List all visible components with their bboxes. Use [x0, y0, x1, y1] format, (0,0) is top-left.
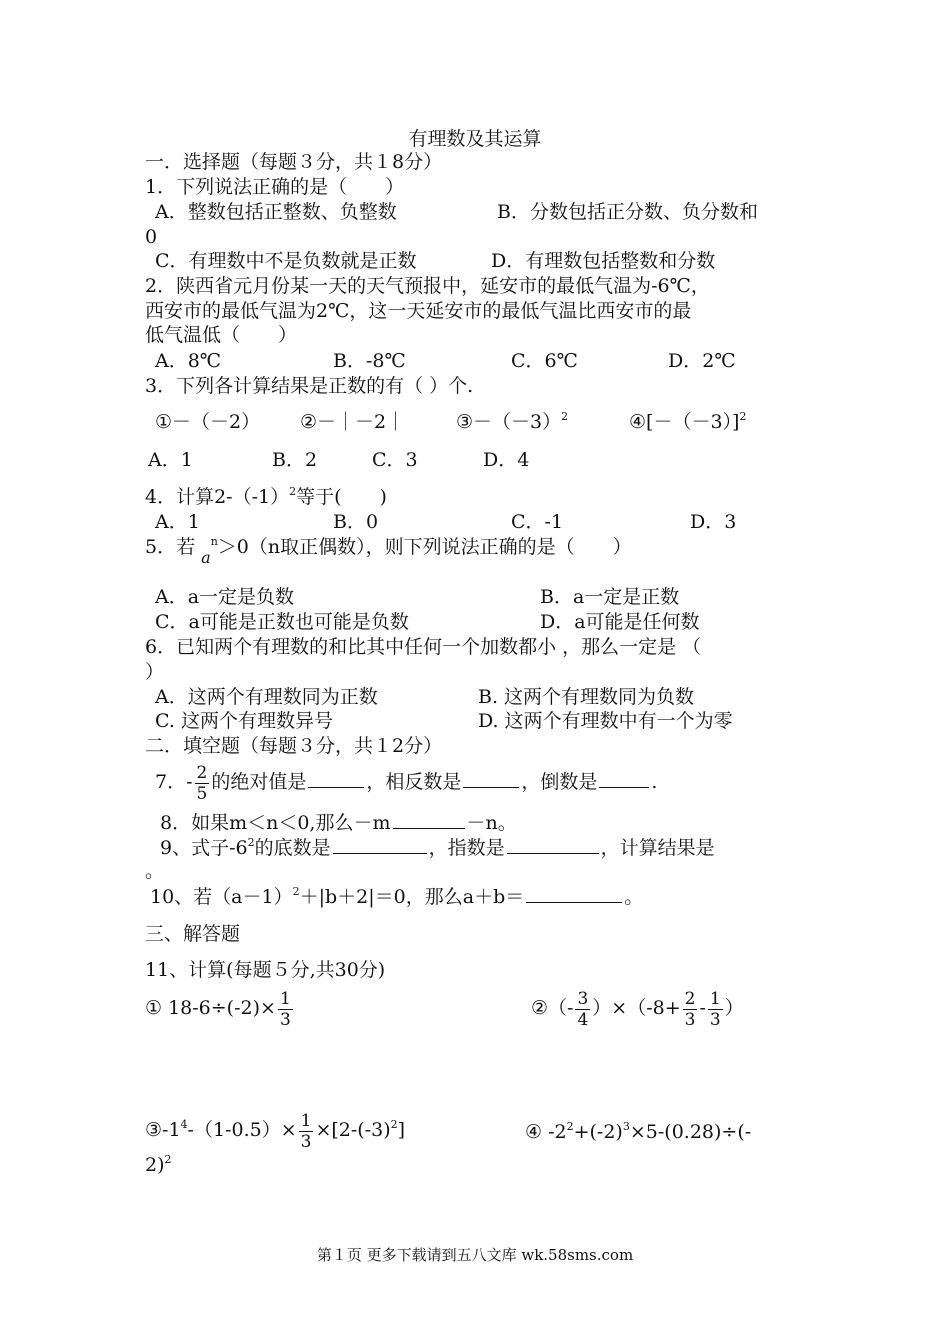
q1-option-c: C．有理数中不是负数就是正数	[155, 250, 417, 272]
q1-option-b-continued: 0	[145, 226, 158, 248]
q7-blank-abs[interactable]	[308, 769, 364, 788]
q11-part-2: ②（- $\frac{3}{4}$ ）×（-8+ $\frac{2}{3}$ - $\frac{1}{3}$ ）	[531, 988, 744, 1030]
q2-option-a: A．8℃	[155, 350, 222, 372]
q3-expr-1: ①－（－2）	[155, 411, 261, 433]
q11-p2-fraction-2: $\frac{2}{3}$	[684, 988, 696, 1030]
q9: 9、式子$-6^2$的底数是 ，指数是 ，计算结果是	[160, 836, 715, 859]
q9-blank-exponent[interactable]	[507, 835, 599, 854]
q4-option-c: C．-1	[511, 511, 564, 533]
q6-option-d: D. 这两个有理数中有一个为零	[478, 710, 733, 732]
q9-blank-base[interactable]	[333, 835, 427, 854]
q3-expr-3: $③-(-3)^2$	[456, 410, 569, 433]
q11-p2-fraction-3: $\frac{1}{3}$	[709, 988, 721, 1030]
section-2-heading: 二．填空题（每题３分，共１2分）	[145, 735, 443, 757]
q1-option-d: D．有理数包括整数和分数	[491, 250, 716, 272]
q5-option-a: A．a一定是负数	[155, 586, 295, 608]
q3-stem: 3．下列各计算结果是正数的有（ ）个.	[145, 375, 474, 397]
q2-line-1: 2．陕西省元月份某一天的天气预报中，延安市的最低气温为-6℃，	[145, 275, 710, 297]
q7-fraction: $\frac{2}{5}$	[196, 762, 208, 804]
q3-option-d: D．4	[483, 449, 530, 471]
q4-stem: 4．计算$2-(-1)^2$等于( )	[145, 485, 387, 508]
q11-p1-fraction: $\frac{1}{3}$	[279, 988, 291, 1030]
q11-part-1: ① 18-6÷(-2)× $\frac{1}{3}$	[145, 988, 291, 1030]
q5-option-b: B．a一定是正数	[540, 586, 680, 608]
q3-expr-4: $④[-(-3)]^2$	[629, 410, 747, 433]
q2-option-c: C．6℃	[511, 350, 578, 372]
q2-option-d: D．2℃	[668, 350, 736, 372]
q3-option-b: B．2	[272, 449, 318, 471]
q10: 10、若$(a-1)^2+|b+2|=0$，那么a＋b＝ 。	[150, 885, 644, 908]
q11-p3-fraction: $\frac{1}{3}$	[300, 1110, 312, 1152]
q11-p2-fraction-1: $\frac{3}{4}$	[577, 988, 589, 1030]
q1-option-b: B．分数包括正分数、负分数和	[497, 201, 758, 223]
q2-line-2: 西安市的最低气温为2℃，这一天延安市的最低气温比西安市的最	[145, 300, 692, 322]
q4-option-a: A．1	[155, 511, 200, 533]
q5-stem: 5．若 $_a^n$＞0（n取正偶数），则下列说法正确的是（ ）	[145, 535, 632, 567]
q11-stem: 11、计算(每题５分,共30分)	[145, 959, 386, 981]
q1-option-a: A．整数包括正整数、负整数	[155, 201, 397, 223]
section-1-heading: 一．选择题（每题３分，共１8分）	[145, 151, 443, 173]
q11-part-4: ④ $-2^2+(-2)^3\times 5-(0.28)\div(-$	[525, 1120, 752, 1143]
q1-stem: 1．下列说法正确的是（ ）	[145, 176, 405, 198]
q3-option-a: A．1	[148, 449, 193, 471]
q6-option-b: B. 这两个有理数同为负数	[478, 686, 695, 708]
q2-option-b: B．-8℃	[333, 350, 406, 372]
q4-option-b: B．0	[333, 511, 379, 533]
q4-option-d: D．3	[690, 511, 737, 533]
q7: 7．- $\frac{2}{5}$ 的绝对值是 ，相反数是 ，倒数是 .	[155, 762, 658, 804]
page-title: 有理数及其运算	[408, 128, 542, 150]
q8-blank[interactable]	[393, 810, 465, 829]
q9-continued: 。	[145, 860, 165, 882]
q5-option-d: D．a可能是任何数	[540, 611, 700, 633]
q10-blank[interactable]	[526, 884, 622, 903]
q11-part-4-continued: 2)$^2$	[145, 1153, 172, 1176]
q11-part-3: $③-1^4-(1-0.5)\times$ $\frac{1}{3}$ $\times[2-(-3)^2]$	[145, 1110, 406, 1152]
q5-option-c: C．a可能是正数也可能是负数	[155, 611, 409, 633]
q3-expr-2: ②－｜－2｜	[300, 411, 406, 433]
page-footer: 第１页 更多下载请到五八文库 wk.58sms.com	[316, 1246, 634, 1264]
q7-blank-opposite[interactable]	[463, 769, 519, 788]
q6-option-a: A．这两个有理数同为正数	[155, 686, 378, 708]
q6-option-c: C. 这两个有理数异号	[155, 710, 333, 732]
section-3-heading: 三、解答题	[145, 923, 241, 945]
q7-blank-reciprocal[interactable]	[599, 769, 649, 788]
q2-line-3: 低气温低（ ）	[145, 324, 298, 346]
q3-option-c: C．3	[372, 449, 418, 471]
q8: 8．如果m＜n＜0,那么－m －n。	[160, 812, 517, 834]
q6-line-2: ）	[145, 661, 165, 683]
q6-line-1: 6．已知两个有理数的和比其中任何一个加数都小 ，那么一定是 （	[145, 636, 702, 658]
